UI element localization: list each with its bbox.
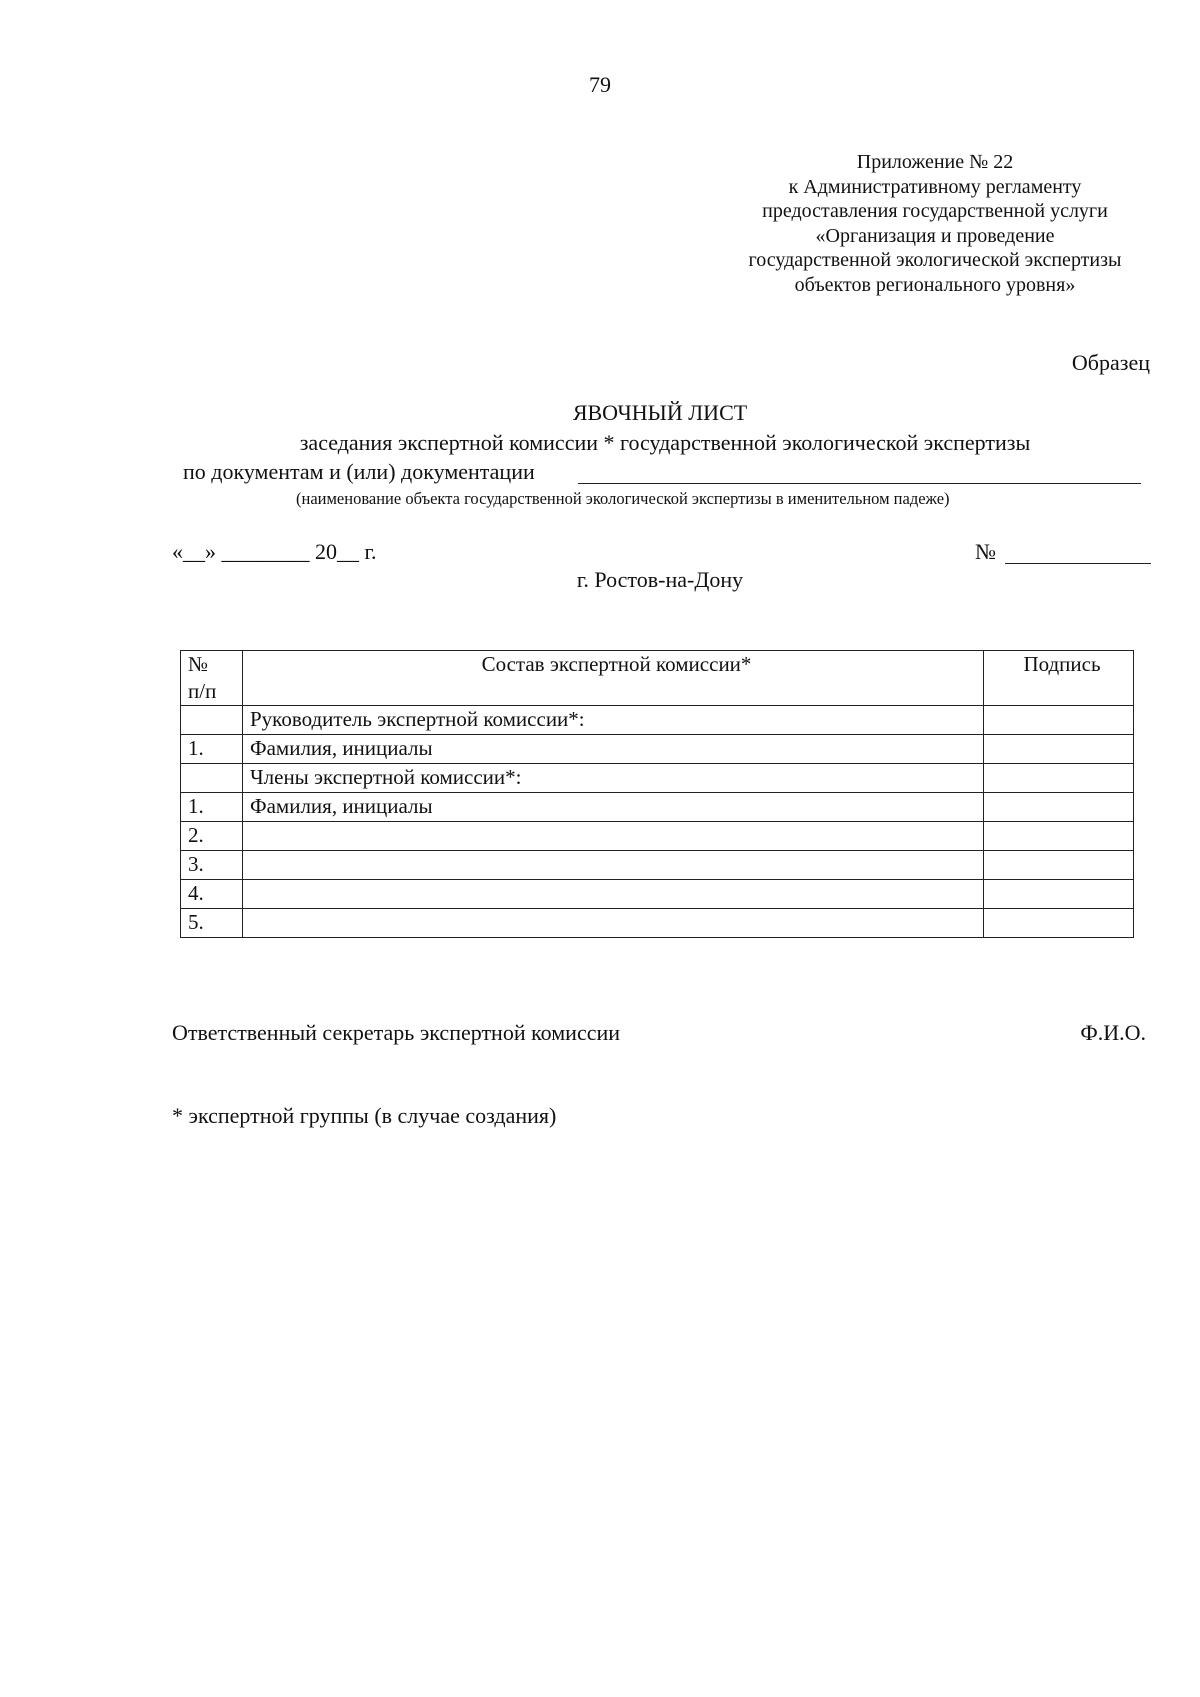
sample-label: Образец (1071, 350, 1150, 375)
appendix-line: предоставления государственной услуги (762, 200, 1108, 223)
table-row (181, 793, 1134, 822)
appendix-line: Приложение № 22 (856, 151, 1014, 173)
table-row (181, 880, 1134, 909)
row-number: 1. (181, 793, 243, 822)
table-row (181, 735, 1134, 764)
number-label: № (975, 539, 996, 564)
header-number-abbr: п/п (188, 679, 217, 703)
table-row (181, 851, 1134, 880)
row-number: 2. (181, 822, 243, 851)
header-number (181, 651, 243, 706)
documents-label: по документам и (или) документации (183, 459, 535, 484)
table-header-row (181, 651, 1134, 706)
documents-fill-line (578, 483, 1141, 484)
fio-label: Ф.И.О. (1080, 1020, 1146, 1045)
attendance-table (180, 650, 1134, 938)
city-label: г. Ростов-на-Дону (576, 567, 744, 592)
footnote: * экспертной группы (в случае создания) (172, 1103, 557, 1128)
row-signature (984, 735, 1134, 764)
table-row (181, 909, 1134, 938)
appendix-line: объектов регионального уровня» (794, 273, 1076, 296)
row-signature (984, 880, 1134, 909)
row-member: Руководитель экспертной комиссии*: (243, 706, 984, 735)
row-number: 3. (181, 851, 243, 880)
header-composition: Состав экспертной комиссии* (243, 651, 984, 706)
row-number: 4. (181, 880, 243, 909)
row-member: Фамилия, инициалы (243, 735, 984, 764)
row-signature (984, 793, 1134, 822)
row-member: Фамилия, инициалы (243, 793, 984, 822)
secretary-label: Ответственный секретарь экспертной комиссии (172, 1020, 621, 1045)
row-signature (984, 909, 1134, 938)
header-signature: Подпись (984, 651, 1134, 706)
row-member (243, 909, 984, 938)
row-signature (984, 851, 1134, 880)
row-number (181, 764, 243, 793)
row-number (181, 706, 243, 735)
documents-caption: (наименование объекта государственной экологической экспертизы в именительном падеже) (296, 489, 950, 508)
row-number: 5. (181, 909, 243, 938)
table-row (181, 764, 1134, 793)
header-number-symbol: № (188, 652, 209, 676)
date-line: «__» ________ 20__ г. (172, 539, 377, 564)
document-title: ЯВОЧНЫЙ ЛИСТ (572, 400, 748, 425)
table-row (181, 822, 1134, 851)
row-member: Члены экспертной комиссии*: (243, 764, 984, 793)
row-member (243, 822, 984, 851)
row-signature (984, 764, 1134, 793)
page-number: 79 (589, 72, 611, 97)
row-signature (984, 822, 1134, 851)
row-number: 1. (181, 735, 243, 764)
appendix-line: государственной экологической экспертизы (748, 249, 1122, 272)
number-fill-line (1005, 563, 1151, 564)
appendix-line: «Организация и проведение (815, 224, 1055, 247)
row-member (243, 851, 984, 880)
document-subtitle: заседания экспертной комиссии * государственной экологической экспертизы (299, 430, 1031, 455)
appendix-line: к Административному регламенту (788, 175, 1082, 198)
table-row (181, 706, 1134, 735)
row-signature (984, 706, 1134, 735)
appendix-header (700, 150, 1170, 298)
row-member (243, 880, 984, 909)
